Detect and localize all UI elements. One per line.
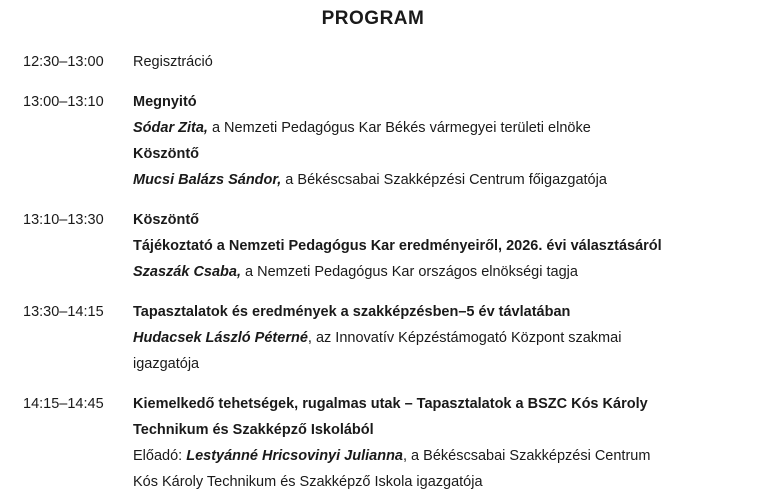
schedule-row bbox=[0, 207, 768, 285]
program-line bbox=[133, 259, 768, 285]
program-line bbox=[133, 299, 768, 325]
time-range: 12:30–13:00 bbox=[23, 54, 104, 70]
time-range: 13:10–13:30 bbox=[23, 212, 104, 228]
event-text: Regisztráció bbox=[133, 54, 213, 70]
speaker-role: Kós Károly Technikum és Szakképző Iskola igazgatója bbox=[133, 474, 483, 490]
program-line bbox=[133, 49, 768, 75]
program-line bbox=[133, 417, 768, 443]
speaker-role: a Nemzeti Pedagógus Kar országos elnökségi tagja bbox=[241, 264, 578, 280]
row-content bbox=[133, 89, 768, 193]
program-line bbox=[133, 141, 768, 167]
event-title: Technikum és Szakképző Iskolából bbox=[133, 422, 374, 438]
event-title: Köszöntő bbox=[133, 212, 200, 228]
program-line bbox=[133, 469, 768, 495]
program-line bbox=[133, 233, 768, 259]
program-line bbox=[133, 391, 768, 417]
page-title: PROGRAM bbox=[321, 8, 425, 29]
schedule-row bbox=[0, 391, 768, 495]
speaker-name: Hudacsek László Péterné bbox=[133, 330, 308, 346]
program-line bbox=[133, 325, 768, 351]
speaker-role: igazgatója bbox=[133, 356, 200, 372]
schedule-row bbox=[0, 89, 768, 193]
program-line bbox=[133, 89, 768, 115]
program-line bbox=[133, 115, 768, 141]
row-content bbox=[133, 49, 768, 75]
time-range: 14:15–14:45 bbox=[23, 396, 104, 412]
program-line bbox=[133, 443, 768, 469]
schedule-list bbox=[0, 49, 768, 495]
program-line bbox=[133, 351, 768, 377]
schedule-row bbox=[0, 49, 768, 75]
row-content bbox=[133, 207, 768, 285]
program-line bbox=[133, 207, 768, 233]
event-title: Tájékoztató a Nemzeti Pedagógus Kar eredményeiről, 2026. évi választásáról bbox=[133, 238, 662, 254]
row-content bbox=[133, 391, 768, 495]
event-title: Köszöntő bbox=[133, 146, 200, 162]
schedule-row bbox=[0, 299, 768, 377]
speaker-role: , az Innovatív Képzéstámogató Központ szakmai bbox=[307, 330, 622, 346]
program-line bbox=[133, 167, 768, 193]
speaker-role: a Békéscsabai Szakképzési Centrum főigazgatója bbox=[281, 172, 607, 188]
presenter-label: Előadó: bbox=[133, 448, 187, 464]
row-content bbox=[133, 299, 768, 377]
speaker-name: Lestyánné Hricsovinyi Julianna bbox=[186, 448, 403, 464]
time-range: 13:30–14:15 bbox=[23, 304, 104, 320]
speaker-role: a Nemzeti Pedagógus Kar Békés vármegyei területi elnöke bbox=[207, 120, 591, 136]
speaker-role: , a Békéscsabai Szakképzési Centrum bbox=[403, 448, 651, 464]
speaker-name: Mucsi Balázs Sándor, bbox=[133, 172, 282, 188]
event-title: Megnyitó bbox=[133, 94, 197, 110]
event-title: Kiemelkedő tehetségek, rugalmas utak – Tapasztalatok a BSZC Kós Károly bbox=[133, 396, 648, 412]
speaker-name: Sódar Zita, bbox=[133, 120, 208, 136]
speaker-name: Szaszák Csaba, bbox=[133, 264, 242, 280]
time-range: 13:00–13:10 bbox=[23, 94, 104, 110]
event-title: Tapasztalatok és eredmények a szakképzésben–5 év távlatában bbox=[133, 304, 571, 320]
